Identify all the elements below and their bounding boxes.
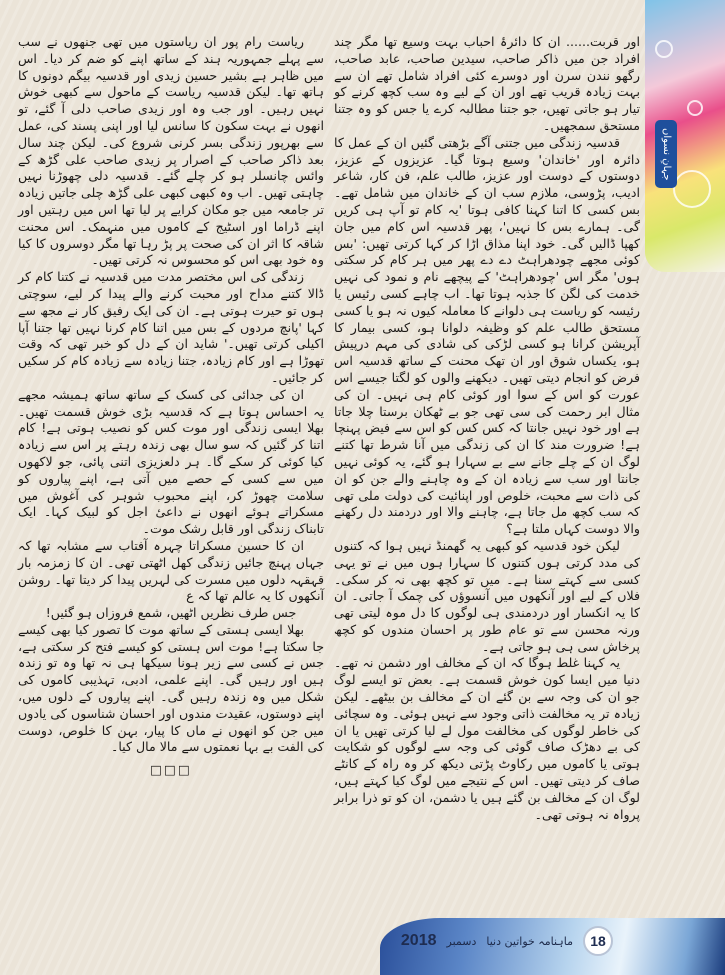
paragraph: زندگی کی اس مختصر مدت میں قدسیہ نے کتنا کام کر ڈالا کتنے مداح اور محبت کرنے والے پیدا کر لیے، سوچتی ہوں تو حیرت ہوتی ہے۔ ان کی ایک رفیق کار نے مجھ سے کہا 'پانچ مردوں کے بس میں اتنا کام کرنا نہیں تھا جتنا آپا اکیلی کرتی تھیں۔' شاید ان کے دل کو خبر تھی کہ وقت تھوڑا ہے اور کام زیادہ، جتنا زیادہ سے زیادہ کام کر سکیں کر جائیں۔ (18, 269, 324, 385)
footer-info (401, 932, 573, 950)
paragraph: بھلا ایسی ہستی کے ساتھ موت کا تصور کیا بھی کیسے جا سکتا ہے! موت اس ہستی کو کیسے فتح کر سکتی ہے، جس نے کسی سے زیر ہونا سیکھا ہی نہ تھا وہ تو زندہ ہیں اور رہیں گی۔ اپنے علمی، ادبی، تہذیبی کاموں کی شکل میں وہ زندہ رہیں گی۔ اپنے پیاروں کے دلوں میں، اپنے دوستوں، عقیدت مندوں اور احسان شناسوں کی یادوں میں جن کو انھوں نے ماں کا پیار، بہن کا خلوص، دوست کی الفت بے بہا نعمتوں سے مالا مال کیا۔ (18, 621, 324, 755)
article-column-left (18, 34, 324, 779)
magazine-name: ماہنامہ خواتین دنیا (486, 934, 573, 948)
paragraph: قدسیہ زندگی میں جتنی آگے بڑھتی گئیں ان کے عمل کا دائرہ اور 'خاندان' وسیع ہوتا گیا۔ عزیزوں کے عزیز، دوستوں کے دوست اور عزیز، طالب علم، فن کار، شاعر ادیب، پڑوسی، ملازم سب ان کے خاندان میں شامل تھے۔ بس کسی کا اتنا کہنا کافی ہوتا 'یہ کام تو آپ ہی کریں گی۔ ہمارے بس کا نہیں'، پھر قدسیہ اس کام میں جان کھپا ڈالیں گی۔ خود اپنا مذاق اڑا کر کہا کرتی تھیں: 'بس کوئی مجھے چودھراہٹ دے دے پھر میں ہر کام کر سکتی ہوں' مگر اس 'چودھراہٹ' کے پیچھے نام و نمود کی نہیں خدمت کی لگن کا جذبہ ہوتا تھا۔ اب چاہے کسی رئیس یا رئیسہ کو ریاست ہی دلوانے کا معاملہ کیوں نہ ہو یا کسی مستحق طالب علم کو وظیفہ دلوانا ہو، کسی بیمار کا آپریشن کرانا ہو کسی لڑکی کی شادی کی مہم درپیش ہو، یکساں شوق اور ان تھک محنت کے ساتھ قدسیہ اس فرض کو انجام دیتی تھیں۔ دیکھنے والوں کو لگتا جیسے اس عورت کو اس کے سوا اور کوئی کام ہی نہیں۔ ان کی مثال ابر رحمت کی سی تھی جو بے ٹھکان برستا چلا جاتا ہے اور خود نہیں جانتا کہ کس کس کو اس سے فیض پہنچا ہے! ضرورت مند کا ان کی زندگی میں آنا شرط تھا کتنے لوگ ان کے چلے جانے سے بے سہارا ہو گئے، یہ کوئی نہیں جانتا اور سب سے زیادہ ان کے وہ چاہنے والے جن کو ان کی ذات سے محبت، خلوص اور اپنائیت کی دولت ملی تھی کہ سب کچھ مل جاتا ہے، چاہنے والا اور دردمند دل رکھنے والا دوست کہاں ملتا ہے؟ (334, 134, 640, 537)
end-of-article-mark: □□□ (150, 762, 192, 778)
paragraph: ریاست رام پور ان ریاستوں میں تھی جنھوں نے سب سے پہلے جمہوریہ ہند کے ساتھ اپنے کو ضم کر دیا۔ اس میں ظاہر ہے بشیر حسین زیدی اور قدسیہ بیگم دونوں کا ہاتھ تھا۔ لیکن قدسیہ ریاست کے ماحول سے کبھی خوش نہیں رہیں۔ اور جب وہ اور زیدی صاحب دلی آ گئے، تو انھوں نے بہت سکون کا سانس لیا اور اپنی پسند کی، عمل سے بھرپور زندگی بسر کرنی شروع کی۔ لیکن چند سال بعد ذاکر صاحب کے اصرار پر زیدی صاحب علی گڑھ کے وائس چانسلر ہو کر چلے گئے۔ قدسیہ دلی چھوڑنا نہیں چاہتی تھیں۔ اب وہ کبھی کبھی علی گڑھ چلی جاتیں زیادہ تر جامعہ میں جو مکان کرایے پر لیا تھا اس میں رہتیں اور اپنے ڈراما اور اسٹیج کے کاموں میں منہمک۔ اس محنت شاقہ کا اثر ان کی صحت پر پڑ رہا تھا مگر دوسروں کا کیا وہ خود بھی اس کو محسوس نہ کرتی تھیں۔ (18, 34, 324, 268)
issue-month: دسمبر (446, 934, 477, 948)
paragraph: ان کی جدائی کی کسک کے ساتھ ساتھ ہمیشہ مجھے یہ احساس ہوتا ہے کہ قدسیہ بڑی خوش قسمت تھیں۔ بھلا ایسی زندگی اور موت کس کو نصیب ہوتی ہے! کام اتنا کر گئیں کہ سو سال بھی زندہ رہتے پر اس سے زیادہ کیا کوئی کر سکے گا۔ ہر دلعزیزی اتنی پائی، جو لاکھوں میں سے کسی کے حصے میں آتی ہے، اپنے پیاروں کو سلامت چھوڑ کر، اپنے محبوب شوہر کی آغوش میں مسکراتے ہوئے انھوں نے داعیٔ اجل کو لبیک کہا۔ ایک تابناک زندگی اور قابل رشک موت۔ (18, 386, 324, 537)
paragraph: اور قربت...... ان کا دائرۂ احباب بہت وسیع تھا مگر چند افراد جن میں ذاکر صاحب، سیدین صاحب، عابد صاحب، رگھو نندن سرن اور دوسرے کئی افراد شامل تھے ان سے بہت زیادہ قریب تھے اور ان کے لیے وہ سب کچھ کرنے کو تیار ہو جاتی تھیں، جو جتنا مطالبہ کرے یا جس کو وہ جتنا مستحق سمجھیں۔ (334, 34, 640, 133)
article-column-right (334, 34, 640, 823)
section-tab: جہانِ نسواں (655, 120, 677, 188)
issue-year: 2018 (400, 932, 437, 949)
paragraph: ان کا حسین مسکراتا چہرہ آفتاب سے مشابہ تھا کہ جہاں پہنچ جائیں زندگی کھل اٹھتی تھی۔ ان کا زمزمہ بار قہقہہ دلوں میں مسرت کی لہریں پیدا کر دیتا تھا۔ روشن آنکھوں کا یہ عالم تھا کہ ع (18, 537, 324, 604)
paragraph: یہ کہنا غلط ہوگا کہ ان کے مخالف اور دشمن نہ تھے۔ دنیا میں ایسا کون خوش قسمت ہے۔ بعض تو ایسے لوگ جو ان کی وجہ سے بن گئے ان کے مخالف بن بیٹھے۔ لیکن زیادہ تر یہ مخالفت ذاتی وجود سے نہیں ہوئی۔ وہ سچائی کی خاطر لوگوں کی مخالفت مول لے لیا کرتی تھیں یا ان کی بے دھڑک صاف گوئی کی وجہ سے لوگوں کو شکایت ہوتی یا کاموں میں رکاوٹ پڑتی دیکھ کر وہ راہ کے کانٹے صاف کر دیتی تھیں۔ اس کے نتیجے میں لوگ کیا کہتے ہیں، لوگ ان کے مخالف بن گئے ہیں یا دشمن، ان کو تو ذرا برابر پرواہ نہ ہوتی تھی۔ (334, 655, 640, 822)
verse-line: جس طرف نظریں اٹھیں، شمع فروزاں ہو گئیں! (45, 605, 297, 621)
paragraph: لیکن خود قدسیہ کو کبھی یہ گھمنڈ نہیں ہوا کہ کتنوں کی مدد کرتی ہوں کتنوں کا سہارا ہوں میں نے تو یہی کسی سے کہتے سنا ہے۔ میں تو کچھ بھی نہ کر سکی۔ فلاں کے لیے اور آنکھوں میں آنسوؤں کی چمک آ جاتی۔ ان کا یہ انکسار اور دردمندی ہی لوگوں کا دل موہ لیتی تھی ورنہ محسن سے تو عام طور پر احسان مندوں کو کچھ پرخاش سی ہی ہو جاتی ہے۔ (334, 537, 640, 654)
page-number: 18 (583, 926, 613, 956)
